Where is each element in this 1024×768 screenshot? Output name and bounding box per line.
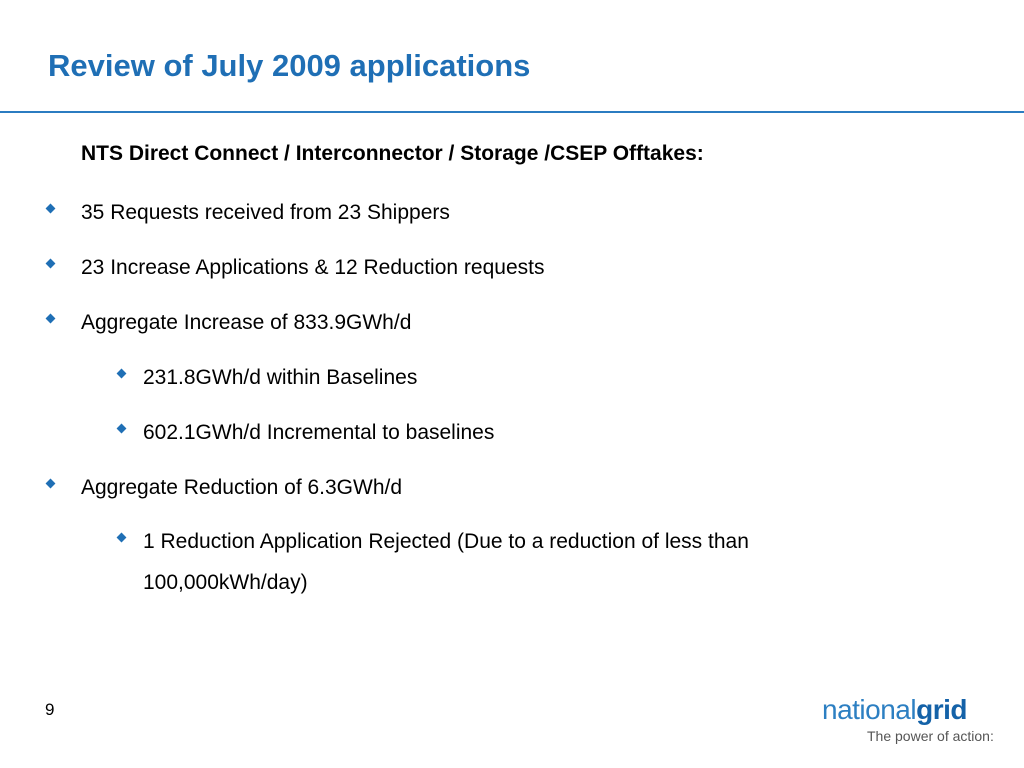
logo-word-grid: grid — [916, 694, 967, 725]
bullet-item — [81, 192, 450, 233]
bullet-text: 1 Reduction Application Rejected (Due to a reduction of less than 100,000kWh/day) — [143, 530, 749, 594]
bullet-text: Aggregate Reduction of 6.3GWh/d — [81, 476, 403, 499]
bullet-text: 231.8GWh/d within Baselines — [143, 366, 418, 389]
bullet-text: Aggregate Increase of 833.9GWh/d — [81, 311, 412, 334]
diamond-bullet-icon — [46, 259, 56, 269]
sub-bullet-item — [143, 521, 903, 603]
bullet-item — [81, 302, 411, 343]
national-grid-logo — [822, 694, 1002, 754]
diamond-bullet-icon — [117, 533, 127, 543]
sub-bullet-item — [143, 357, 417, 398]
diamond-bullet-icon — [117, 424, 127, 434]
logo-tagline: The power of action: — [867, 728, 994, 744]
bullet-text: 602.1GWh/d Incremental to baselines — [143, 421, 495, 444]
title-divider — [0, 111, 1024, 113]
bullet-item — [81, 247, 544, 288]
logo-wordmark — [822, 694, 967, 726]
sub-bullet-item — [143, 412, 494, 453]
page-number: 9 — [45, 700, 55, 719]
bullet-item — [81, 467, 402, 508]
bullet-text: 23 Increase Applications & 12 Reduction requests — [81, 256, 545, 279]
section-subheading: NTS Direct Connect / Interconnector / Storage /CSEP Offtakes: — [81, 142, 704, 165]
slide-title: Review of July 2009 applications — [48, 48, 531, 83]
diamond-bullet-icon — [46, 314, 56, 324]
diamond-bullet-icon — [117, 369, 127, 379]
diamond-bullet-icon — [46, 204, 56, 214]
diamond-bullet-icon — [46, 479, 56, 489]
bullet-text: 35 Requests received from 23 Shippers — [81, 201, 450, 224]
logo-word-national: national — [822, 694, 917, 725]
